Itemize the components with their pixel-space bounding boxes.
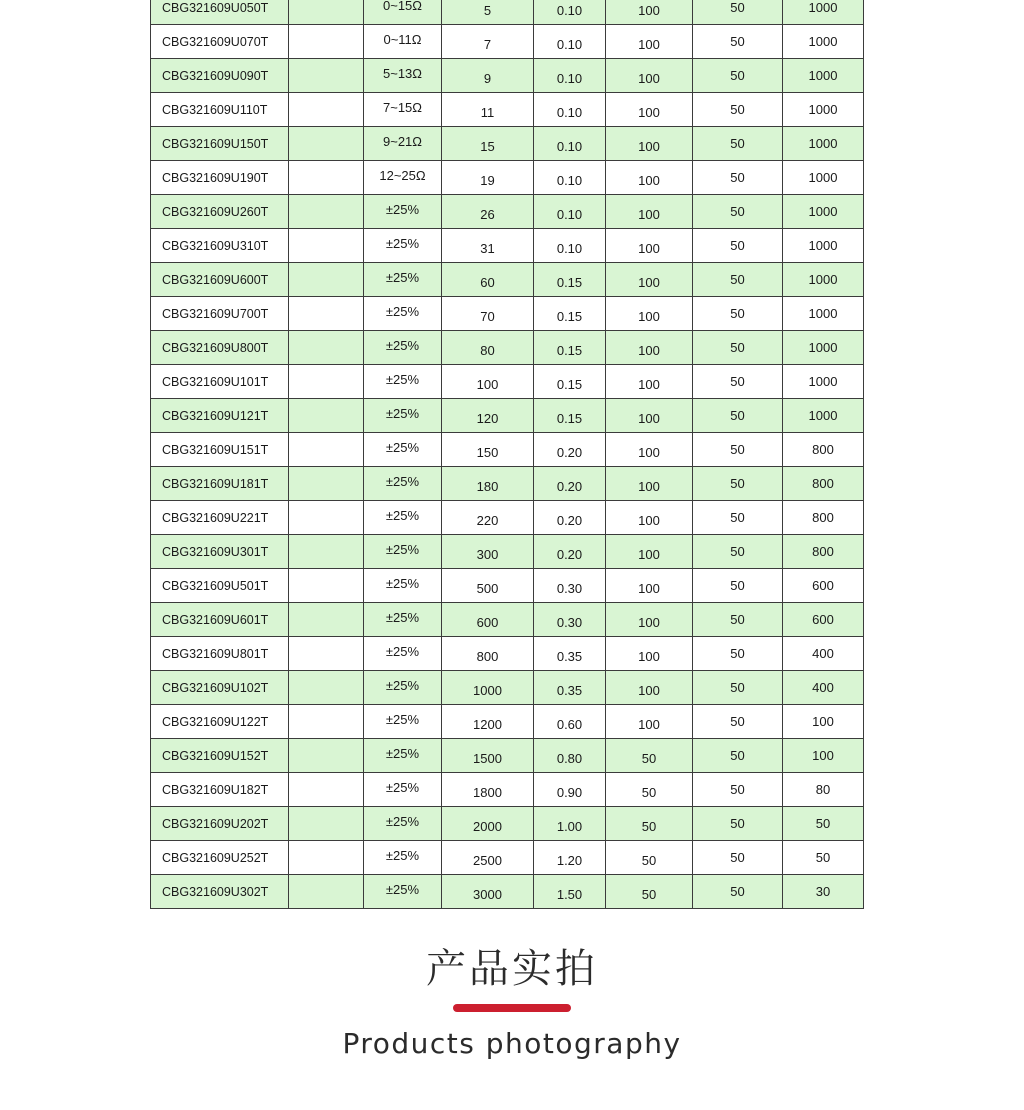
impedance-cell: 9 [442, 59, 534, 93]
part-number-cell: CBG321609U070T [151, 25, 289, 59]
blank-cell [289, 637, 364, 671]
table-row [151, 705, 864, 739]
blank-cell [289, 297, 364, 331]
dc-resistance-cell: 0.10 [534, 127, 606, 161]
value-cell-b: 50 [693, 25, 783, 59]
value-cell-a: 50 [606, 875, 693, 909]
blank-cell [289, 603, 364, 637]
blank-cell [289, 161, 364, 195]
blank-cell [289, 331, 364, 365]
value-cell-c: 1000 [783, 25, 864, 59]
value-cell-b: 50 [693, 807, 783, 841]
value-cell-b: 50 [693, 93, 783, 127]
value-cell-b: 50 [693, 127, 783, 161]
dc-resistance-cell: 0.60 [534, 705, 606, 739]
impedance-cell: 150 [442, 433, 534, 467]
value-cell-c: 1000 [783, 399, 864, 433]
value-cell-b: 50 [693, 501, 783, 535]
impedance-tolerance-cell: 7~15Ω [364, 93, 442, 127]
value-cell-a: 100 [606, 569, 693, 603]
blank-cell [289, 875, 364, 909]
value-cell-a: 50 [606, 841, 693, 875]
impedance-tolerance-cell: ±25% [364, 331, 442, 365]
blank-cell [289, 93, 364, 127]
impedance-tolerance-cell: ±25% [364, 875, 442, 909]
impedance-cell: 7 [442, 25, 534, 59]
impedance-cell: 70 [442, 297, 534, 331]
value-cell-b: 50 [693, 331, 783, 365]
dc-resistance-cell: 0.80 [534, 739, 606, 773]
value-cell-b: 50 [693, 365, 783, 399]
value-cell-b: 50 [693, 841, 783, 875]
impedance-tolerance-cell: ±25% [364, 637, 442, 671]
part-number-cell: CBG321609U110T [151, 93, 289, 127]
value-cell-c: 1000 [783, 127, 864, 161]
blank-cell [289, 0, 364, 25]
impedance-tolerance-cell: ±25% [364, 467, 442, 501]
impedance-cell: 120 [442, 399, 534, 433]
table-row [151, 25, 864, 59]
value-cell-a: 100 [606, 25, 693, 59]
value-cell-a: 100 [606, 263, 693, 297]
value-cell-b: 50 [693, 433, 783, 467]
dc-resistance-cell: 0.15 [534, 399, 606, 433]
value-cell-a: 100 [606, 399, 693, 433]
value-cell-c: 400 [783, 671, 864, 705]
dc-resistance-cell: 0.35 [534, 637, 606, 671]
dc-resistance-cell: 0.20 [534, 501, 606, 535]
value-cell-c: 80 [783, 773, 864, 807]
dc-resistance-cell: 1.50 [534, 875, 606, 909]
dc-resistance-cell: 0.20 [534, 433, 606, 467]
value-cell-b: 50 [693, 875, 783, 909]
blank-cell [289, 501, 364, 535]
table-row [151, 773, 864, 807]
spec-table [150, 0, 864, 909]
value-cell-b: 50 [693, 671, 783, 705]
blank-cell [289, 807, 364, 841]
part-number-cell: CBG321609U190T [151, 161, 289, 195]
part-number-cell: CBG321609U090T [151, 59, 289, 93]
blank-cell [289, 773, 364, 807]
value-cell-c: 800 [783, 467, 864, 501]
impedance-tolerance-cell: ±25% [364, 399, 442, 433]
impedance-cell: 1000 [442, 671, 534, 705]
value-cell-c: 50 [783, 807, 864, 841]
impedance-cell: 11 [442, 93, 534, 127]
value-cell-a: 50 [606, 773, 693, 807]
value-cell-a: 100 [606, 365, 693, 399]
part-number-cell: CBG321609U151T [151, 433, 289, 467]
value-cell-a: 100 [606, 195, 693, 229]
impedance-cell: 80 [442, 331, 534, 365]
table-row [151, 467, 864, 501]
dc-resistance-cell: 0.15 [534, 263, 606, 297]
value-cell-c: 1000 [783, 365, 864, 399]
blank-cell [289, 59, 364, 93]
value-cell-a: 50 [606, 807, 693, 841]
dc-resistance-cell: 0.35 [534, 671, 606, 705]
impedance-cell: 5 [442, 0, 534, 25]
impedance-tolerance-cell: ±25% [364, 841, 442, 875]
blank-cell [289, 399, 364, 433]
impedance-tolerance-cell: 9~21Ω [364, 127, 442, 161]
table-row [151, 637, 864, 671]
impedance-tolerance-cell: ±25% [364, 535, 442, 569]
table-row [151, 399, 864, 433]
value-cell-b: 50 [693, 637, 783, 671]
table-row [151, 297, 864, 331]
part-number-cell: CBG321609U152T [151, 739, 289, 773]
blank-cell [289, 229, 364, 263]
table-row [151, 331, 864, 365]
value-cell-b: 50 [693, 739, 783, 773]
value-cell-b: 50 [693, 297, 783, 331]
impedance-cell: 1800 [442, 773, 534, 807]
blank-cell [289, 467, 364, 501]
impedance-cell: 15 [442, 127, 534, 161]
value-cell-a: 100 [606, 59, 693, 93]
value-cell-a: 100 [606, 93, 693, 127]
value-cell-a: 100 [606, 637, 693, 671]
value-cell-b: 50 [693, 773, 783, 807]
impedance-cell: 1500 [442, 739, 534, 773]
blank-cell [289, 569, 364, 603]
dc-resistance-cell: 0.15 [534, 331, 606, 365]
value-cell-c: 1000 [783, 161, 864, 195]
table-row [151, 365, 864, 399]
impedance-cell: 60 [442, 263, 534, 297]
table-row [151, 161, 864, 195]
table-row [151, 671, 864, 705]
dc-resistance-cell: 0.10 [534, 0, 606, 25]
part-number-cell: CBG321609U600T [151, 263, 289, 297]
blank-cell [289, 671, 364, 705]
blank-cell [289, 705, 364, 739]
impedance-cell: 600 [442, 603, 534, 637]
part-number-cell: CBG321609U801T [151, 637, 289, 671]
impedance-tolerance-cell: ±25% [364, 603, 442, 637]
impedance-tolerance-cell: ±25% [364, 773, 442, 807]
part-number-cell: CBG321609U252T [151, 841, 289, 875]
value-cell-c: 100 [783, 739, 864, 773]
blank-cell [289, 127, 364, 161]
impedance-tolerance-cell: ±25% [364, 671, 442, 705]
value-cell-b: 50 [693, 399, 783, 433]
blank-cell [289, 195, 364, 229]
part-number-cell: CBG321609U700T [151, 297, 289, 331]
blank-cell [289, 433, 364, 467]
part-number-cell: CBG321609U181T [151, 467, 289, 501]
impedance-cell: 500 [442, 569, 534, 603]
value-cell-c: 30 [783, 875, 864, 909]
part-number-cell: CBG321609U101T [151, 365, 289, 399]
dc-resistance-cell: 0.20 [534, 467, 606, 501]
value-cell-c: 600 [783, 603, 864, 637]
impedance-tolerance-cell: ±25% [364, 501, 442, 535]
table-row [151, 59, 864, 93]
blank-cell [289, 535, 364, 569]
value-cell-c: 800 [783, 535, 864, 569]
part-number-cell: CBG321609U122T [151, 705, 289, 739]
value-cell-c: 400 [783, 637, 864, 671]
dc-resistance-cell: 0.15 [534, 365, 606, 399]
blank-cell [289, 365, 364, 399]
table-row [151, 569, 864, 603]
part-number-cell: CBG321609U102T [151, 671, 289, 705]
impedance-tolerance-cell: ±25% [364, 365, 442, 399]
part-number-cell: CBG321609U221T [151, 501, 289, 535]
part-number-cell: CBG321609U800T [151, 331, 289, 365]
table-row [151, 501, 864, 535]
dc-resistance-cell: 0.15 [534, 297, 606, 331]
value-cell-b: 50 [693, 535, 783, 569]
table-row [151, 535, 864, 569]
impedance-tolerance-cell: ±25% [364, 739, 442, 773]
value-cell-a: 50 [606, 739, 693, 773]
value-cell-a: 100 [606, 433, 693, 467]
part-number-cell: CBG321609U121T [151, 399, 289, 433]
value-cell-a: 100 [606, 127, 693, 161]
spec-table-body [151, 0, 864, 909]
impedance-tolerance-cell: ±25% [364, 195, 442, 229]
value-cell-a: 100 [606, 331, 693, 365]
value-cell-c: 100 [783, 705, 864, 739]
value-cell-a: 100 [606, 229, 693, 263]
value-cell-a: 100 [606, 0, 693, 25]
value-cell-b: 50 [693, 59, 783, 93]
blank-cell [289, 263, 364, 297]
dc-resistance-cell: 0.10 [534, 25, 606, 59]
value-cell-b: 50 [693, 0, 783, 25]
value-cell-a: 100 [606, 467, 693, 501]
part-number-cell: CBG321609U601T [151, 603, 289, 637]
dc-resistance-cell: 0.10 [534, 161, 606, 195]
impedance-cell: 1200 [442, 705, 534, 739]
value-cell-c: 800 [783, 501, 864, 535]
dc-resistance-cell: 0.30 [534, 569, 606, 603]
table-row [151, 433, 864, 467]
part-number-cell: CBG321609U310T [151, 229, 289, 263]
dc-resistance-cell: 1.20 [534, 841, 606, 875]
dc-resistance-cell: 0.20 [534, 535, 606, 569]
section-subtitle: Products photography [342, 1027, 682, 1060]
table-row [151, 263, 864, 297]
value-cell-c: 1000 [783, 297, 864, 331]
impedance-tolerance-cell: ±25% [364, 229, 442, 263]
value-cell-c: 1000 [783, 0, 864, 25]
value-cell-c: 1000 [783, 93, 864, 127]
value-cell-b: 50 [693, 161, 783, 195]
value-cell-c: 1000 [783, 59, 864, 93]
value-cell-b: 50 [693, 569, 783, 603]
impedance-cell: 2000 [442, 807, 534, 841]
table-row [151, 0, 864, 25]
part-number-cell: CBG321609U302T [151, 875, 289, 909]
dc-resistance-cell: 0.10 [534, 195, 606, 229]
value-cell-c: 600 [783, 569, 864, 603]
value-cell-a: 100 [606, 671, 693, 705]
value-cell-a: 100 [606, 501, 693, 535]
value-cell-b: 50 [693, 229, 783, 263]
value-cell-c: 1000 [783, 229, 864, 263]
impedance-cell: 180 [442, 467, 534, 501]
blank-cell [289, 739, 364, 773]
impedance-tolerance-cell: 0~15Ω [364, 0, 442, 25]
dc-resistance-cell: 0.10 [534, 229, 606, 263]
impedance-tolerance-cell: ±25% [364, 263, 442, 297]
value-cell-c: 50 [783, 841, 864, 875]
part-number-cell: CBG321609U050T [151, 0, 289, 25]
impedance-cell: 26 [442, 195, 534, 229]
value-cell-a: 100 [606, 603, 693, 637]
value-cell-c: 1000 [783, 195, 864, 229]
value-cell-c: 1000 [783, 331, 864, 365]
impedance-tolerance-cell: ±25% [364, 297, 442, 331]
table-row [151, 807, 864, 841]
table-row [151, 127, 864, 161]
table-row [151, 195, 864, 229]
impedance-cell: 100 [442, 365, 534, 399]
value-cell-b: 50 [693, 705, 783, 739]
impedance-cell: 19 [442, 161, 534, 195]
value-cell-c: 800 [783, 433, 864, 467]
dc-resistance-cell: 0.10 [534, 93, 606, 127]
dc-resistance-cell: 0.90 [534, 773, 606, 807]
impedance-tolerance-cell: ±25% [364, 569, 442, 603]
dc-resistance-cell: 1.00 [534, 807, 606, 841]
table-row [151, 841, 864, 875]
value-cell-a: 100 [606, 535, 693, 569]
table-row [151, 739, 864, 773]
value-cell-b: 50 [693, 467, 783, 501]
part-number-cell: CBG321609U301T [151, 535, 289, 569]
part-number-cell: CBG321609U501T [151, 569, 289, 603]
value-cell-c: 1000 [783, 263, 864, 297]
impedance-cell: 2500 [442, 841, 534, 875]
value-cell-b: 50 [693, 263, 783, 297]
impedance-cell: 300 [442, 535, 534, 569]
value-cell-b: 50 [693, 603, 783, 637]
dc-resistance-cell: 0.10 [534, 59, 606, 93]
value-cell-a: 100 [606, 297, 693, 331]
impedance-tolerance-cell: 0~11Ω [364, 25, 442, 59]
blank-cell [289, 25, 364, 59]
part-number-cell: CBG321609U260T [151, 195, 289, 229]
part-number-cell: CBG321609U182T [151, 773, 289, 807]
impedance-tolerance-cell: 12~25Ω [364, 161, 442, 195]
section-title: 产品实拍 [426, 946, 598, 992]
impedance-tolerance-cell: ±25% [364, 433, 442, 467]
impedance-tolerance-cell: ±25% [364, 807, 442, 841]
value-cell-a: 100 [606, 705, 693, 739]
value-cell-a: 100 [606, 161, 693, 195]
value-cell-b: 50 [693, 195, 783, 229]
title-underline [453, 1004, 571, 1012]
impedance-cell: 220 [442, 501, 534, 535]
table-row [151, 93, 864, 127]
table-row [151, 875, 864, 909]
impedance-tolerance-cell: 5~13Ω [364, 59, 442, 93]
impedance-cell: 31 [442, 229, 534, 263]
part-number-cell: CBG321609U150T [151, 127, 289, 161]
impedance-tolerance-cell: ±25% [364, 705, 442, 739]
blank-cell [289, 841, 364, 875]
table-row [151, 603, 864, 637]
table-row [151, 229, 864, 263]
impedance-cell: 3000 [442, 875, 534, 909]
impedance-cell: 800 [442, 637, 534, 671]
dc-resistance-cell: 0.30 [534, 603, 606, 637]
part-number-cell: CBG321609U202T [151, 807, 289, 841]
